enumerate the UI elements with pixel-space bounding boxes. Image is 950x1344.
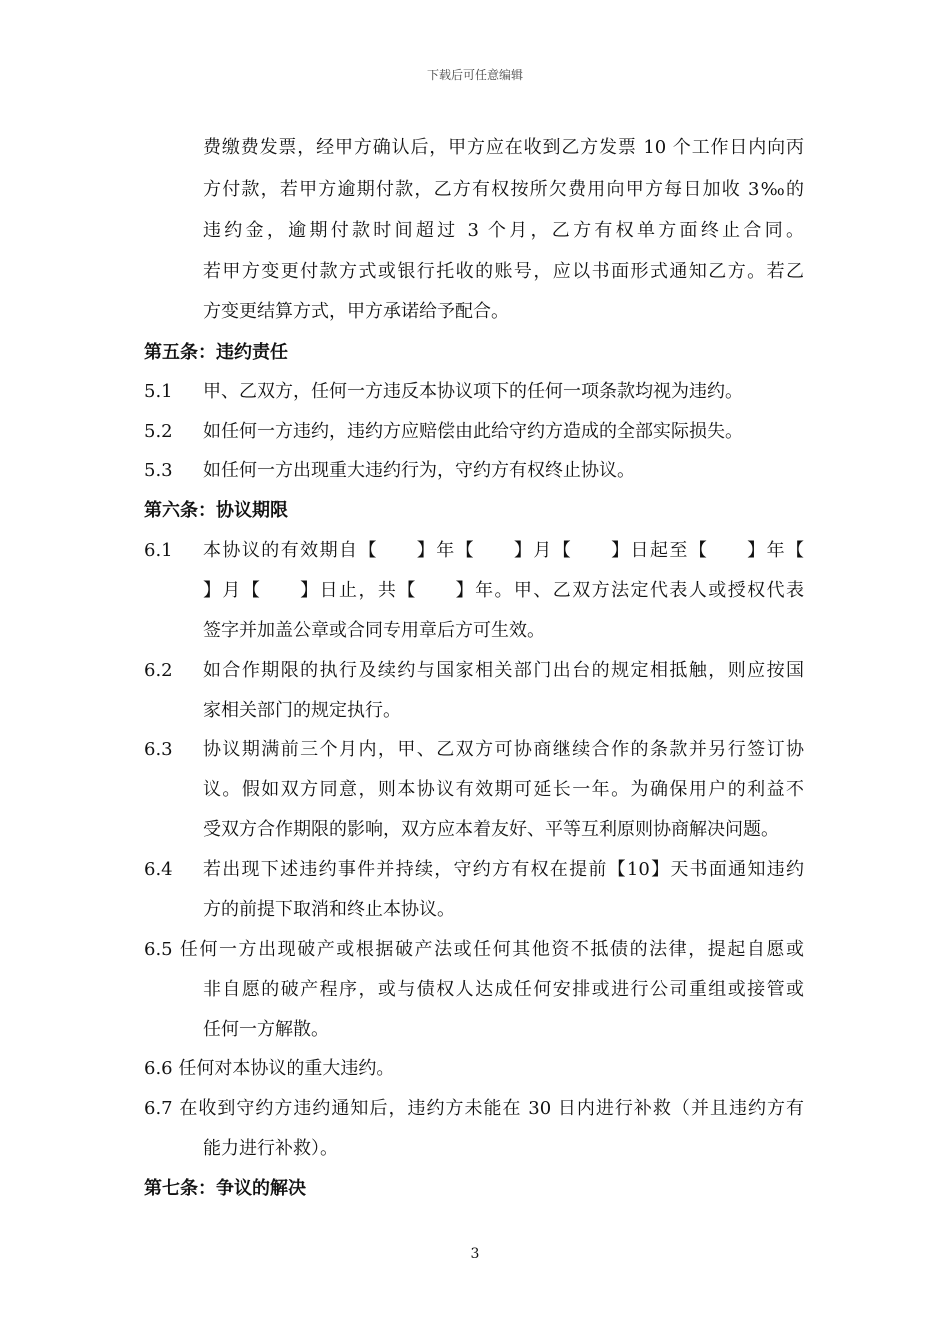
page-number: 3	[470, 1246, 480, 1262]
clause-text: 6.6 任何对本协议的重大违约。	[144, 1058, 395, 1079]
paragraph-line: 违约金，逾期付款时间超过 3 个月，乙方有权单方面终止合同。	[203, 220, 804, 241]
paragraph-line: 方变更结算方式，甲方承诺给予配合。	[203, 301, 509, 322]
clause-text: 如任何一方出现重大违约行为，守约方有权终止协议。	[203, 460, 635, 481]
clause-text: 议。假如双方同意，则本协议有效期可延长一年。为确保用户的利益不	[203, 779, 804, 800]
paragraph-line: 方付款，若甲方逾期付款，乙方有权按所欠费用向甲方每日加收 3‰的	[203, 179, 804, 200]
paragraph-line: 费缴费发票，经甲方确认后，甲方应在收到乙方发票 10 个工作日内向丙	[203, 137, 804, 158]
clause-text: 签字并加盖公章或合同专用章后方可生效。	[203, 620, 545, 641]
clause-text: 甲、乙双方，任何一方违反本协议项下的任何一项条款均视为违约。	[203, 381, 743, 402]
clause-text: 任何一方解散。	[203, 1019, 329, 1040]
paragraph-line: 若甲方变更付款方式或银行托收的账号，应以书面形式通知乙方。若乙	[203, 261, 804, 282]
clause-text: 】月【 】日止，共【 】年。甲、乙双方法定代表人或授权代表	[203, 580, 804, 601]
clause-number: 5.2	[144, 421, 173, 442]
section-heading: 第五条：违约责任	[144, 342, 288, 363]
section-heading: 第六条：协议期限	[144, 500, 288, 521]
clause-text: 如合作期限的执行及续约与国家相关部门出台的规定相抵触，则应按国	[203, 660, 804, 681]
clause-text: 能力进行补救）。	[203, 1138, 338, 1159]
clause-text: 受双方合作期限的影响，双方应本着友好、平等互利原则协商解决问题。	[203, 819, 779, 840]
clause-text: 非自愿的破产程序，或与债权人达成任何安排或进行公司重组或接管或	[203, 979, 804, 1000]
clause-text: 6.5 任何一方出现破产或根据破产法或任何其他资不抵债的法律，提起自愿或	[144, 939, 804, 960]
clause-number: 6.1	[144, 540, 173, 561]
clause-text: 若出现下述违约事件并持续，守约方有权在提前【10】天书面通知违约	[203, 859, 804, 880]
section-heading: 第七条：争议的解决	[144, 1178, 306, 1199]
page-header: 下载后可任意编辑	[426, 68, 523, 82]
clause-number: 5.3	[144, 460, 173, 481]
clause-text: 家相关部门的规定执行。	[203, 700, 401, 721]
clause-text: 方的前提下取消和终止本协议。	[203, 899, 455, 920]
clause-text: 本协议的有效期自【 】年【 】月【 】日起至【 】年【	[203, 540, 804, 561]
clause-text: 协议期满前三个月内，甲、乙双方可协商继续合作的条款并另行签订协	[203, 739, 804, 760]
clause-number: 5.1	[144, 381, 173, 402]
clause-text: 如任何一方违约，违约方应赔偿由此给守约方造成的全部实际损失。	[203, 421, 743, 442]
clause-number: 6.3	[144, 739, 173, 760]
clause-number: 6.2	[144, 660, 173, 681]
clause-text: 6.7 在收到守约方违约通知后，违约方未能在 30 日内进行补救（并且违约方有	[144, 1098, 804, 1119]
clause-number: 6.4	[144, 859, 173, 880]
